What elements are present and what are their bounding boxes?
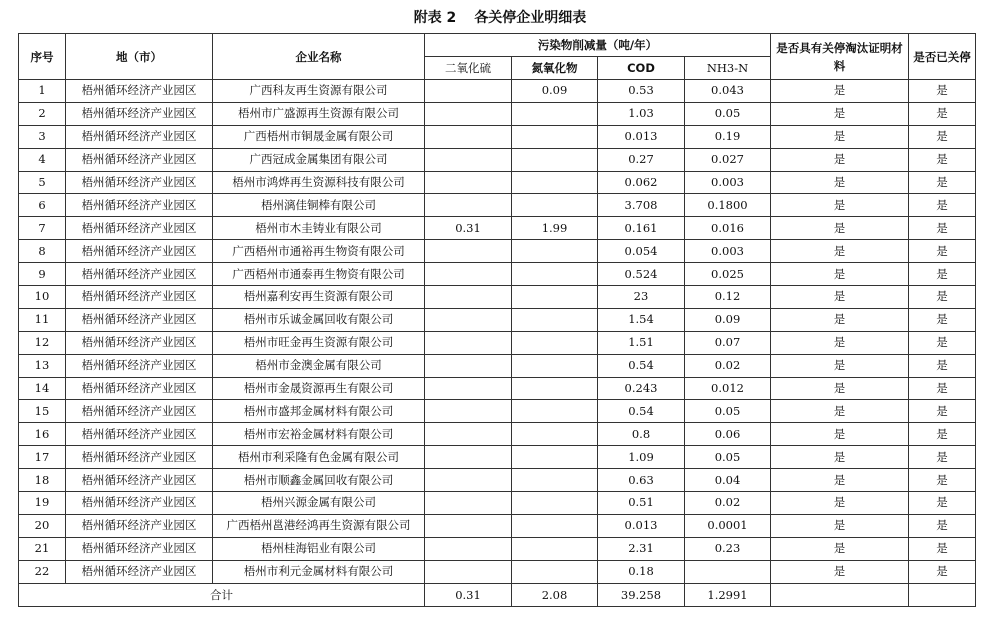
cell-region: 梧州循环经济产业园区: [66, 217, 213, 240]
cell-company: 梧州嘉利安再生资源有限公司: [213, 286, 425, 309]
cell-cod: 0.8: [598, 423, 685, 446]
cell-seq: 7: [19, 217, 66, 240]
cell-region: 梧州循环经济产业园区: [66, 377, 213, 400]
table-row: [19, 537, 976, 560]
cell-nox: [512, 514, 598, 537]
cell-nh3: 0.1800: [685, 194, 771, 217]
cell-closed: 是: [909, 125, 976, 148]
table-row: [19, 80, 976, 103]
table-row: [19, 400, 976, 423]
cell-company: 梧州兴源金属有限公司: [213, 492, 425, 515]
cell-certificate: 是: [771, 537, 909, 560]
cell-so2: [425, 560, 512, 583]
cell-seq: 5: [19, 171, 66, 194]
cell-certificate: 是: [771, 148, 909, 171]
cell-nox: [512, 263, 598, 286]
cell-nh3: 0.0001: [685, 514, 771, 537]
table-row: [19, 492, 976, 515]
cell-company: 广西梧州市通裕再生物资有限公司: [213, 240, 425, 263]
cell-closed: 是: [909, 80, 976, 103]
cell-seq: 1: [19, 80, 66, 103]
cell-region: 梧州循环经济产业园区: [66, 560, 213, 583]
cell-region: 梧州循环经济产业园区: [66, 492, 213, 515]
cell-seq: 18: [19, 469, 66, 492]
cell-certificate: 是: [771, 423, 909, 446]
cell-seq: 21: [19, 537, 66, 560]
cell-so2: [425, 102, 512, 125]
cell-seq: 8: [19, 240, 66, 263]
table-body: [19, 80, 976, 584]
cell-nox: [512, 469, 598, 492]
cell-nox: 0.09: [512, 80, 598, 103]
total-label: 合计: [19, 583, 425, 606]
cell-certificate: 是: [771, 240, 909, 263]
cell-nox: [512, 308, 598, 331]
total-nh3: 1.2991: [685, 583, 771, 606]
total-closed: [909, 583, 976, 606]
cell-region: 梧州循环经济产业园区: [66, 514, 213, 537]
cell-so2: [425, 263, 512, 286]
total-cod: 39.258: [598, 583, 685, 606]
cell-nox: [512, 560, 598, 583]
cell-so2: [425, 492, 512, 515]
cell-certificate: 是: [771, 514, 909, 537]
cell-seq: 2: [19, 102, 66, 125]
cell-nh3: 0.02: [685, 492, 771, 515]
cell-so2: 0.31: [425, 217, 512, 240]
cell-nox: [512, 102, 598, 125]
cell-region: 梧州循环经济产业园区: [66, 446, 213, 469]
cell-company: 梧州漓佳铜棒有限公司: [213, 194, 425, 217]
cell-closed: 是: [909, 102, 976, 125]
cell-so2: [425, 148, 512, 171]
cell-nh3: 0.05: [685, 446, 771, 469]
cell-seq: 9: [19, 263, 66, 286]
cell-so2: [425, 514, 512, 537]
cell-region: 梧州循环经济产业园区: [66, 240, 213, 263]
cell-nox: [512, 125, 598, 148]
cell-cod: 3.708: [598, 194, 685, 217]
cell-seq: 6: [19, 194, 66, 217]
cell-seq: 19: [19, 492, 66, 515]
cell-seq: 3: [19, 125, 66, 148]
cell-closed: 是: [909, 148, 976, 171]
cell-certificate: 是: [771, 286, 909, 309]
cell-closed: 是: [909, 560, 976, 583]
cell-nox: [512, 423, 598, 446]
table-row: [19, 423, 976, 446]
cell-nox: [512, 537, 598, 560]
cell-so2: [425, 377, 512, 400]
cell-nox: [512, 354, 598, 377]
table-row: [19, 263, 976, 286]
header-region: 地（市）: [66, 34, 213, 80]
cell-region: 梧州循环经济产业园区: [66, 354, 213, 377]
header-nox: 氮氧化物: [512, 57, 598, 80]
cell-nh3: 0.016: [685, 217, 771, 240]
cell-nh3: 0.012: [685, 377, 771, 400]
cell-nh3: 0.23: [685, 537, 771, 560]
table-title: [0, 8, 1000, 28]
cell-nox: [512, 400, 598, 423]
table-row: [19, 125, 976, 148]
cell-company: 广西冠成金属集团有限公司: [213, 148, 425, 171]
cell-cod: 0.054: [598, 240, 685, 263]
cell-closed: 是: [909, 331, 976, 354]
cell-cod: 1.51: [598, 331, 685, 354]
cell-seq: 14: [19, 377, 66, 400]
cell-cod: 0.524: [598, 263, 685, 286]
cell-company: 梧州市顺鑫金属回收有限公司: [213, 469, 425, 492]
header-cod: COD: [598, 57, 685, 80]
total-so2: 0.31: [425, 583, 512, 606]
cell-certificate: 是: [771, 492, 909, 515]
cell-nox: [512, 377, 598, 400]
cell-certificate: 是: [771, 560, 909, 583]
cell-company: 梧州市金晟资源再生有限公司: [213, 377, 425, 400]
header-closed: 是否已关停: [909, 34, 976, 80]
table-row: [19, 240, 976, 263]
cell-seq: 12: [19, 331, 66, 354]
cell-nh3: 0.003: [685, 171, 771, 194]
cell-closed: 是: [909, 400, 976, 423]
table-row: [19, 331, 976, 354]
cell-nh3: 0.05: [685, 400, 771, 423]
header-seq: 序号: [19, 34, 66, 80]
cell-certificate: 是: [771, 446, 909, 469]
cell-region: 梧州循环经济产业园区: [66, 125, 213, 148]
cell-company: 广西梧州市通泰再生物资有限公司: [213, 263, 425, 286]
cell-certificate: 是: [771, 125, 909, 148]
cell-cod: 0.18: [598, 560, 685, 583]
cell-cod: 1.09: [598, 446, 685, 469]
cell-cod: 0.161: [598, 217, 685, 240]
cell-closed: 是: [909, 537, 976, 560]
cell-region: 梧州循环经济产业园区: [66, 194, 213, 217]
cell-company: 广西梧州市铜晟金属有限公司: [213, 125, 425, 148]
cell-cod: 0.27: [598, 148, 685, 171]
cell-so2: [425, 80, 512, 103]
table-row: [19, 102, 976, 125]
cell-region: 梧州循环经济产业园区: [66, 263, 213, 286]
cell-company: 梧州市旺金再生资源有限公司: [213, 331, 425, 354]
cell-closed: 是: [909, 514, 976, 537]
cell-nh3: 0.06: [685, 423, 771, 446]
cell-cod: 0.63: [598, 469, 685, 492]
cell-so2: [425, 423, 512, 446]
cell-region: 梧州循环经济产业园区: [66, 400, 213, 423]
closed-enterprises-table: [18, 33, 976, 607]
cell-cod: 0.51: [598, 492, 685, 515]
cell-region: 梧州循环经济产业园区: [66, 80, 213, 103]
cell-certificate: 是: [771, 263, 909, 286]
table-row: [19, 514, 976, 537]
cell-so2: [425, 354, 512, 377]
cell-closed: 是: [909, 263, 976, 286]
cell-nh3: 0.043: [685, 80, 771, 103]
cell-nh3: 0.05: [685, 102, 771, 125]
cell-region: 梧州循环经济产业园区: [66, 102, 213, 125]
cell-closed: 是: [909, 240, 976, 263]
cell-seq: 13: [19, 354, 66, 377]
cell-closed: 是: [909, 171, 976, 194]
cell-nh3: 0.12: [685, 286, 771, 309]
cell-nh3: 0.027: [685, 148, 771, 171]
cell-region: 梧州循环经济产业园区: [66, 308, 213, 331]
cell-nox: [512, 194, 598, 217]
total-row: [19, 583, 976, 606]
cell-so2: [425, 331, 512, 354]
cell-company: 梧州市鸿烨再生资源科技有限公司: [213, 171, 425, 194]
cell-seq: 16: [19, 423, 66, 446]
table-row: [19, 194, 976, 217]
cell-company: 梧州市宏裕金属材料有限公司: [213, 423, 425, 446]
cell-region: 梧州循环经济产业园区: [66, 423, 213, 446]
cell-so2: [425, 125, 512, 148]
cell-cod: 1.03: [598, 102, 685, 125]
cell-region: 梧州循环经济产业园区: [66, 331, 213, 354]
cell-company: 梧州市盛邦金属材料有限公司: [213, 400, 425, 423]
header-pollutant-reduction: 污染物削减量（吨/年）: [425, 34, 771, 57]
table-title-prefix: 附表 2: [413, 10, 457, 26]
cell-company: 梧州市金澳金属有限公司: [213, 354, 425, 377]
cell-nox: [512, 286, 598, 309]
table-row: [19, 148, 976, 171]
cell-nox: [512, 171, 598, 194]
cell-certificate: 是: [771, 80, 909, 103]
table-row: [19, 377, 976, 400]
cell-region: 梧州循环经济产业园区: [66, 537, 213, 560]
cell-closed: 是: [909, 377, 976, 400]
cell-so2: [425, 286, 512, 309]
table-row: [19, 354, 976, 377]
cell-seq: 15: [19, 400, 66, 423]
cell-seq: 11: [19, 308, 66, 331]
cell-nh3: 0.04: [685, 469, 771, 492]
cell-nox: [512, 331, 598, 354]
cell-nox: [512, 240, 598, 263]
cell-certificate: 是: [771, 331, 909, 354]
cell-so2: [425, 194, 512, 217]
cell-region: 梧州循环经济产业园区: [66, 148, 213, 171]
cell-company: 梧州市广盛源再生资源有限公司: [213, 102, 425, 125]
cell-so2: [425, 308, 512, 331]
cell-so2: [425, 171, 512, 194]
table-row: [19, 286, 976, 309]
cell-seq: 10: [19, 286, 66, 309]
cell-closed: 是: [909, 308, 976, 331]
cell-cod: 2.31: [598, 537, 685, 560]
table-row: [19, 469, 976, 492]
cell-nh3: 0.025: [685, 263, 771, 286]
cell-closed: 是: [909, 423, 976, 446]
cell-company: 梧州桂海铝业有限公司: [213, 537, 425, 560]
cell-seq: 4: [19, 148, 66, 171]
cell-cod: 23: [598, 286, 685, 309]
table-row: [19, 308, 976, 331]
cell-nh3: 0.19: [685, 125, 771, 148]
cell-seq: 22: [19, 560, 66, 583]
cell-company: 广西梧州邕港经鸿再生资源有限公司: [213, 514, 425, 537]
cell-company: 梧州市利元金属材料有限公司: [213, 560, 425, 583]
cell-cod: 0.243: [598, 377, 685, 400]
cell-company: 梧州市乐诚金属回收有限公司: [213, 308, 425, 331]
table-row: [19, 446, 976, 469]
cell-nox: [512, 446, 598, 469]
cell-nh3: 0.09: [685, 308, 771, 331]
cell-cod: 0.062: [598, 171, 685, 194]
total-nox: 2.08: [512, 583, 598, 606]
table-row: [19, 217, 976, 240]
cell-company: 梧州市利采隆有色金属有限公司: [213, 446, 425, 469]
cell-nox: [512, 148, 598, 171]
cell-nh3: 0.003: [685, 240, 771, 263]
cell-region: 梧州循环经济产业园区: [66, 171, 213, 194]
header-certificate: 是否具有关停淘汰证明材料: [771, 34, 909, 80]
cell-nox: [512, 492, 598, 515]
table-title-text: 各关停企业明细表: [474, 10, 587, 26]
cell-region: 梧州循环经济产业园区: [66, 286, 213, 309]
cell-nh3: 0.07: [685, 331, 771, 354]
cell-company: 广西科友再生资源有限公司: [213, 80, 425, 103]
header-company: 企业名称: [213, 34, 425, 80]
cell-cod: 0.53: [598, 80, 685, 103]
cell-certificate: 是: [771, 171, 909, 194]
cell-seq: 17: [19, 446, 66, 469]
header-so2: 二氧化硫: [425, 57, 512, 80]
cell-nox: 1.99: [512, 217, 598, 240]
cell-certificate: 是: [771, 102, 909, 125]
cell-closed: 是: [909, 446, 976, 469]
cell-so2: [425, 537, 512, 560]
cell-cod: 0.013: [598, 514, 685, 537]
cell-closed: 是: [909, 194, 976, 217]
cell-company: 梧州市木圭铸业有限公司: [213, 217, 425, 240]
header-nh3: NH3-N: [685, 57, 771, 80]
cell-certificate: 是: [771, 354, 909, 377]
cell-so2: [425, 446, 512, 469]
cell-nh3: [685, 560, 771, 583]
cell-certificate: 是: [771, 308, 909, 331]
cell-so2: [425, 240, 512, 263]
cell-cod: 0.54: [598, 354, 685, 377]
cell-certificate: 是: [771, 377, 909, 400]
cell-closed: 是: [909, 286, 976, 309]
cell-certificate: 是: [771, 469, 909, 492]
cell-cod: 0.54: [598, 400, 685, 423]
cell-so2: [425, 400, 512, 423]
table-row: [19, 171, 976, 194]
cell-certificate: 是: [771, 217, 909, 240]
cell-cod: 1.54: [598, 308, 685, 331]
cell-region: 梧州循环经济产业园区: [66, 469, 213, 492]
cell-closed: 是: [909, 354, 976, 377]
cell-certificate: 是: [771, 194, 909, 217]
cell-cod: 0.013: [598, 125, 685, 148]
cell-closed: 是: [909, 469, 976, 492]
total-cert: [771, 583, 909, 606]
cell-closed: 是: [909, 217, 976, 240]
cell-nh3: 0.02: [685, 354, 771, 377]
table-row: [19, 560, 976, 583]
cell-closed: 是: [909, 492, 976, 515]
cell-so2: [425, 469, 512, 492]
cell-seq: 20: [19, 514, 66, 537]
cell-certificate: 是: [771, 400, 909, 423]
